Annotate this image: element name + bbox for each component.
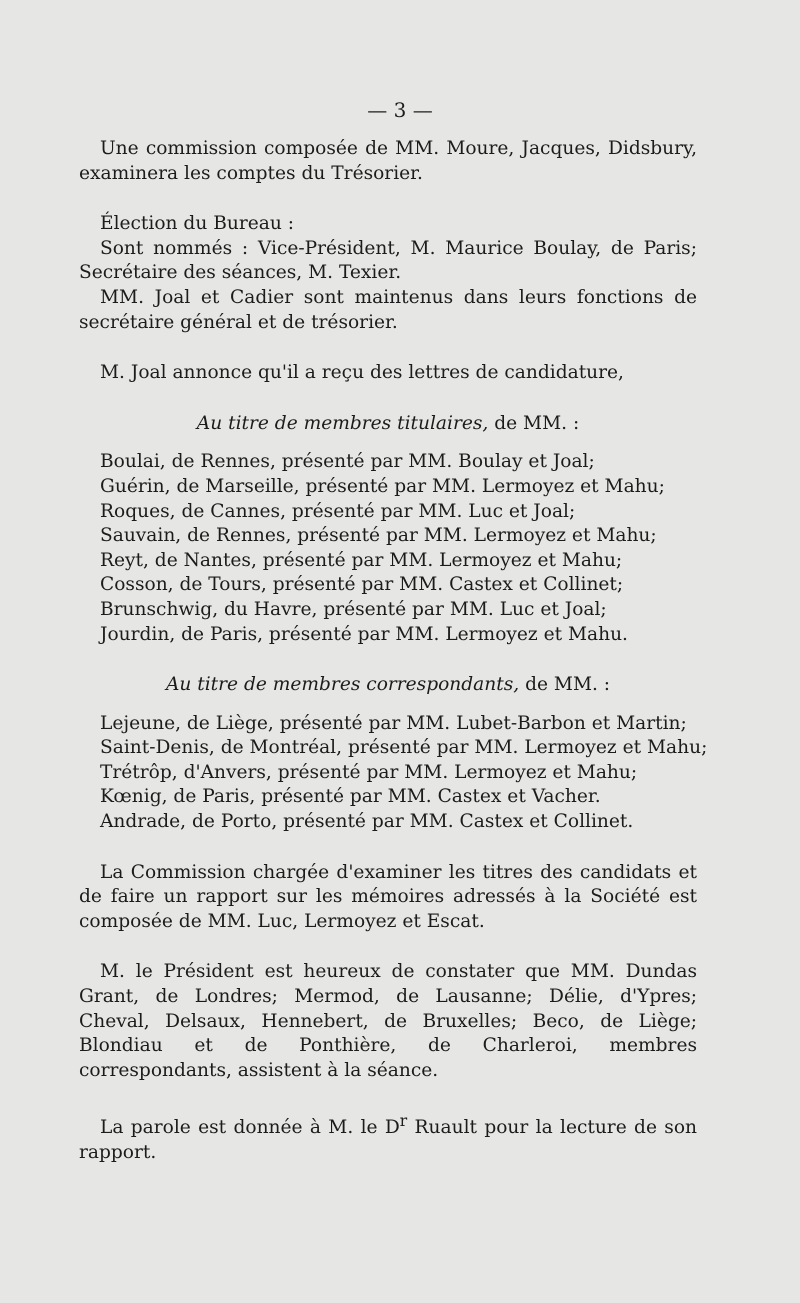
parole-text-a: La parole est donnée à M. le D xyxy=(100,1117,400,1139)
list-item: Boulai, de Rennes, présenté par MM. Boulay et Joal; xyxy=(100,451,595,473)
page-body xyxy=(79,137,708,1166)
page-number: — 3 — xyxy=(367,98,433,122)
parole-text-b: Ruault pour la lecture de son rapport. xyxy=(79,1117,697,1164)
paragraph-candidatures: M. Joal annonce qu'il a reçu des lettres de candidature, xyxy=(100,362,624,384)
paragraph-maintained: MM. Joal et Cadier sont maintenus dans leurs fonctions de secrétaire général et de trésorier. xyxy=(79,286,697,333)
list-correspondants xyxy=(79,712,708,835)
heading-titulaires xyxy=(79,412,697,437)
list-item: Kœnig, de Paris, présenté par MM. Castex et Vacher. xyxy=(100,786,601,808)
paragraph-commission-candidats: La Commission chargée d'examiner les titres des candidats et de faire un rapport sur les mémoires adressés à la Société est composée de MM. Luc, Lermoyez et Escat. xyxy=(79,861,697,932)
list-item: Brunschwig, du Havre, présenté par MM. Luc et Joal; xyxy=(100,598,607,620)
list-item: Trétrôp, d'Anvers, présenté par MM. Lermoyez et Mahu; xyxy=(100,761,638,783)
list-item: Saint-Denis, de Montréal, présenté par MM. Lermoyez et Mahu; xyxy=(100,737,708,759)
heading-correspondants-italic: Au titre de membres correspondants, xyxy=(165,674,520,696)
list-item: Jourdin, de Paris, présenté par MM. Lermoyez et Mahu. xyxy=(100,623,628,645)
list-titulaires xyxy=(79,450,697,647)
heading-titulaires-rest: de MM. : xyxy=(488,412,580,434)
list-item: Reyt, de Nantes, présenté par MM. Lermoyez et Mahu; xyxy=(100,549,623,571)
paragraph-president: M. le Président est heureux de constater que MM. Dundas Grant, de Londres; Mermod, de Lausanne; Délie, d'Ypres; Cheval, Delsaux, Hennebert, de Bruxelles; Beco, de Liège; Blondiau et de Ponthière, de Charleroi, membres correspondants, assistent à la séance. xyxy=(79,961,697,1081)
list-item: Cosson, de Tours, présenté par MM. Castex et Collinet; xyxy=(100,574,624,596)
list-item: Andrade, de Porto, présenté par MM. Castex et Collinet. xyxy=(100,811,634,833)
list-item: Sauvain, de Rennes, présenté par MM. Lermoyez et Mahu; xyxy=(100,525,657,547)
election-heading: Élection du Bureau : xyxy=(100,213,294,235)
parole-sup: r xyxy=(399,1112,408,1131)
list-item: Roques, de Cannes, présenté par MM. Luc et Joal; xyxy=(100,500,576,522)
list-item: Lejeune, de Liège, présenté par MM. Lubet-Barbon et Martin; xyxy=(100,712,687,734)
paragraph-commission: Une commission composée de MM. Moure, Jacques, Didsbury, examinera les comptes du Trésorier. xyxy=(79,138,697,184)
heading-correspondants xyxy=(79,673,697,698)
heading-titulaires-italic: Au titre de membres titulaires, xyxy=(196,412,489,434)
paragraph-parole xyxy=(79,1109,697,1165)
heading-correspondants-rest: de MM. : xyxy=(519,674,611,696)
list-item: Guérin, de Marseille, présenté par MM. Lermoyez et Mahu; xyxy=(100,475,665,497)
paragraph-nominations: Sont nommés : Vice-Président, M. Maurice Boulay, de Paris; Secrétaire des séances, M. Texier. xyxy=(79,237,697,284)
